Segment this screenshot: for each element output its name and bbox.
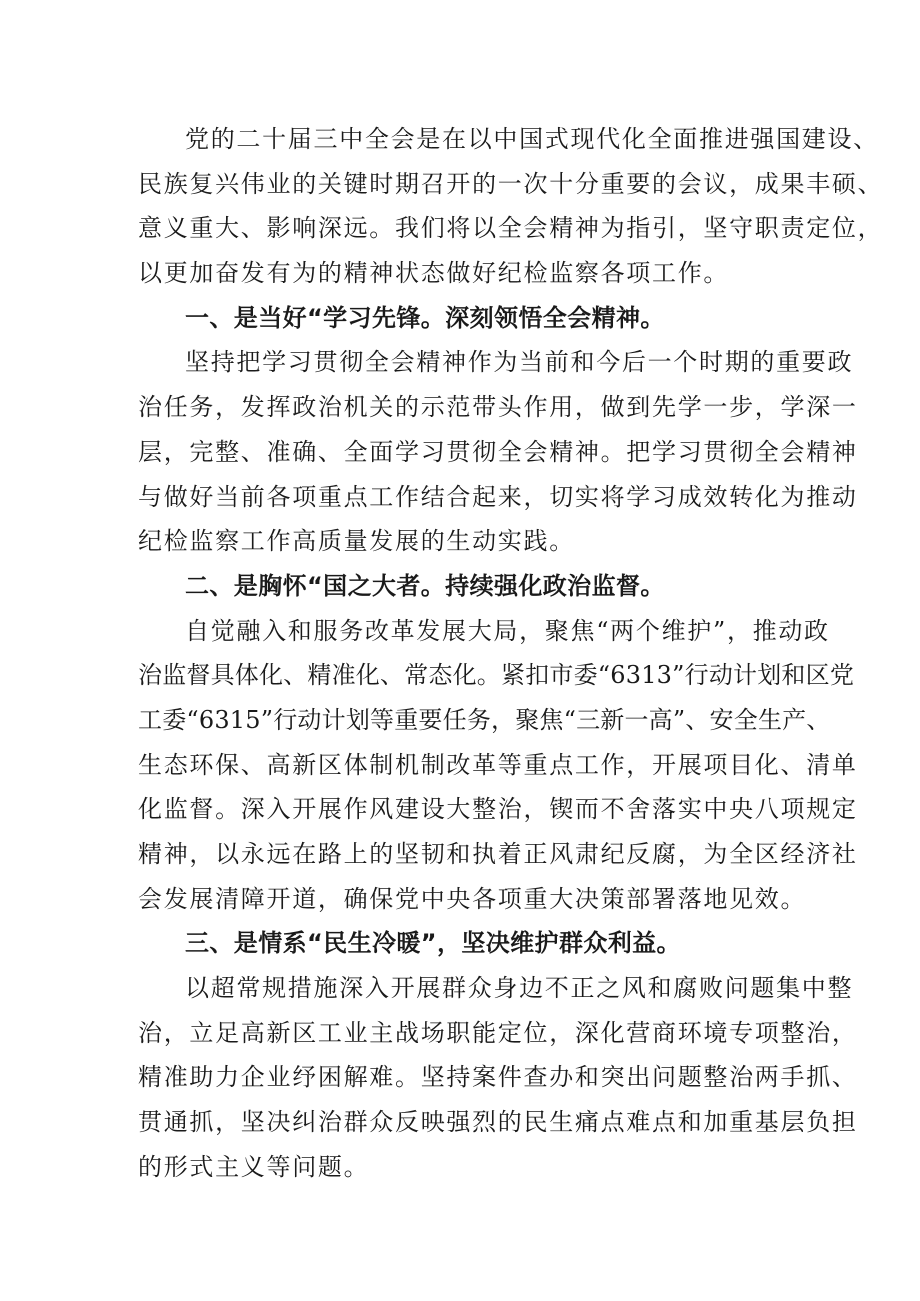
text-line: 治监督具体化、精准化、常态化。紧扣市委“6313”行动计划和区党 bbox=[138, 661, 855, 690]
section-heading-1: 一、是当好“学习先锋。深刻领悟全会精神。 bbox=[185, 303, 665, 332]
paragraph-section-3 bbox=[138, 966, 858, 1189]
text-line: 精神，以永远在路上的坚韧和执着正风肃纪反腐，为全区经济社 bbox=[138, 840, 858, 868]
text-line: 工委“6315”行动计划等重要任务，聚焦“三新一高”、安全生产、 bbox=[138, 705, 831, 734]
document-body bbox=[138, 117, 884, 1190]
text-line: 纪检监察工作高质量发展的生动实践。 bbox=[138, 527, 575, 556]
text-line: 以超常规措施深入开展群众身边不正之风和腐败问题集中整 bbox=[185, 974, 854, 1003]
text-line: 自觉融入和服务改革发展大局，聚焦“两个维护”，推动政 bbox=[185, 616, 830, 645]
text-line: 治，立足高新区工业主战场职能定位，深化营商环境专项整治， bbox=[138, 1018, 858, 1047]
text-line: 的形式主义等问题。 bbox=[138, 1152, 370, 1181]
text-line: 会发展清障开道，确保党中央各项重大决策部署落地见效。 bbox=[138, 884, 807, 913]
text-line: 意义重大、影响深远。我们将以全会精神为指引，坚守职责定位， bbox=[138, 214, 884, 243]
paragraph-section-2 bbox=[138, 609, 858, 922]
text-line: 贯通抓，坚决纠治群众反映强烈的民生痛点难点和加重基层负担 bbox=[138, 1108, 858, 1137]
text-line: 党的二十届三中全会是在以中国式现代化全面推进强国建设、 bbox=[185, 125, 879, 153]
text-line: 层，完整、准确、全面学习贯彻全会精神。把学习贯彻全会精神 bbox=[138, 437, 858, 466]
text-line: 化监督。深入开展作风建设大整治，锲而不舍落实中央八项规定 bbox=[138, 795, 858, 824]
text-line: 治任务，发挥政治机关的示范带头作用，做到先学一步，学深一 bbox=[138, 393, 858, 422]
text-line: 以更加奋发有为的精神状态做好纪检监察各项工作。 bbox=[138, 259, 730, 288]
paragraph-section-1 bbox=[138, 340, 858, 563]
section-heading-2: 二、是胸怀“国之大者。持续强化政治监督。 bbox=[185, 571, 665, 600]
section-heading-3: 三、是情系“民生冷暖”，坚决维护群众利益。 bbox=[185, 929, 681, 958]
text-line: 坚持把学习贯彻全会精神作为当前和今后一个时期的重要政 bbox=[185, 348, 854, 377]
text-line: 民族复兴伟业的关键时期召开的一次十分重要的会议，成果丰硕、 bbox=[138, 169, 884, 198]
text-line: 生态环保、高新区体制机制改革等重点工作，开展项目化、清单 bbox=[138, 750, 858, 779]
paragraph-intro bbox=[138, 117, 884, 296]
text-line: 与做好当前各项重点工作结合起来，切实将学习成效转化为推动 bbox=[138, 482, 858, 511]
text-line: 精准助力企业纾困解难。坚持案件查办和突出问题整治两手抓、 bbox=[138, 1063, 858, 1092]
